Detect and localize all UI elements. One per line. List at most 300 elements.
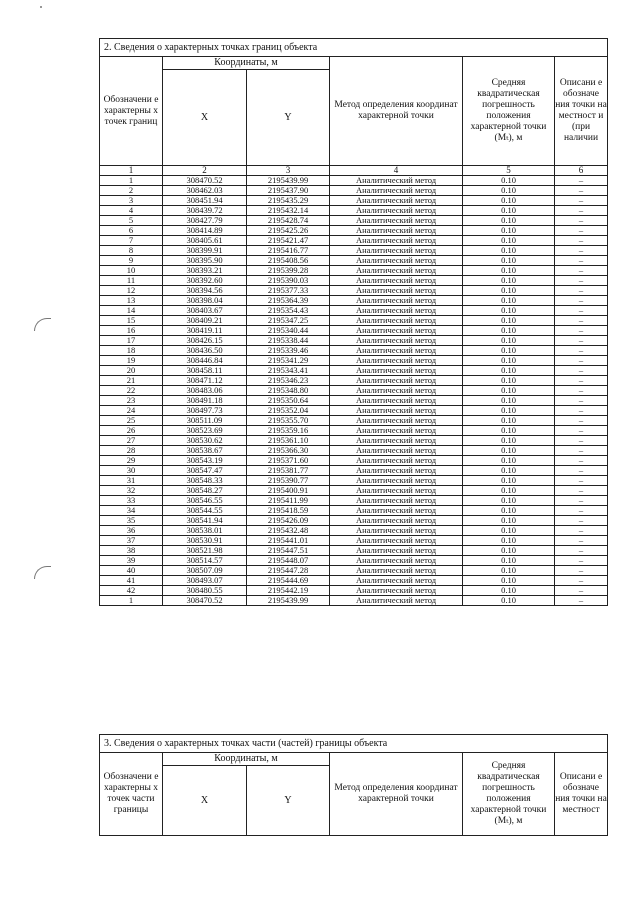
- method-cell: Аналитический метод: [330, 186, 463, 196]
- binder-hole-mark-upper: [34, 318, 51, 331]
- section-2-table: [99, 38, 608, 606]
- column-number: 6: [555, 166, 608, 176]
- coord-x-cell: 308483.06: [163, 386, 247, 396]
- header-y: Y: [247, 766, 330, 836]
- table-row: [100, 436, 608, 446]
- column-number: 3: [247, 166, 330, 176]
- coord-y-cell: 2195447.51: [247, 546, 330, 556]
- coord-y-cell: 2195432.14: [247, 206, 330, 216]
- method-cell: Аналитический метод: [330, 526, 463, 536]
- description-cell: –: [555, 426, 608, 436]
- mean-error-cell: 0.10: [463, 366, 555, 376]
- coord-y-cell: 2195364.39: [247, 296, 330, 306]
- coord-y-cell: 2195439.99: [247, 596, 330, 606]
- description-cell: –: [555, 536, 608, 546]
- point-number-cell: 5: [100, 216, 163, 226]
- point-number-cell: 29: [100, 456, 163, 466]
- mean-error-cell: 0.10: [463, 296, 555, 306]
- description-cell: –: [555, 186, 608, 196]
- method-cell: Аналитический метод: [330, 356, 463, 366]
- table-row: [100, 376, 608, 386]
- mean-error-cell: 0.10: [463, 436, 555, 446]
- coord-x-cell: 308541.94: [163, 516, 247, 526]
- table-row: [100, 196, 608, 206]
- coord-x-cell: 308419.11: [163, 326, 247, 336]
- coord-x-cell: 308543.19: [163, 456, 247, 466]
- mean-error-cell: 0.10: [463, 416, 555, 426]
- point-number-cell: 31: [100, 476, 163, 486]
- table-row: [100, 596, 608, 606]
- coord-x-cell: 308530.62: [163, 436, 247, 446]
- coord-y-cell: 2195348.80: [247, 386, 330, 396]
- point-number-cell: 42: [100, 586, 163, 596]
- description-cell: –: [555, 486, 608, 496]
- coord-x-cell: 308436.50: [163, 346, 247, 356]
- description-cell: –: [555, 526, 608, 536]
- method-cell: Аналитический метод: [330, 576, 463, 586]
- point-number-cell: 36: [100, 526, 163, 536]
- mean-error-cell: 0.10: [463, 426, 555, 436]
- mean-error-cell: 0.10: [463, 226, 555, 236]
- coord-x-cell: 308427.79: [163, 216, 247, 226]
- table-row: [100, 326, 608, 336]
- mean-error-cell: 0.10: [463, 526, 555, 536]
- mean-error-cell: 0.10: [463, 536, 555, 546]
- description-cell: –: [555, 326, 608, 336]
- description-cell: –: [555, 596, 608, 606]
- table-row: [100, 336, 608, 346]
- coord-x-cell: 308395.90: [163, 256, 247, 266]
- table-row: [100, 246, 608, 256]
- coord-x-cell: 308470.52: [163, 176, 247, 186]
- description-cell: –: [555, 346, 608, 356]
- coord-y-cell: 2195377.33: [247, 286, 330, 296]
- method-cell: Аналитический метод: [330, 216, 463, 226]
- description-cell: –: [555, 386, 608, 396]
- coord-x-cell: 308471.12: [163, 376, 247, 386]
- mean-error-cell: 0.10: [463, 216, 555, 226]
- description-cell: –: [555, 296, 608, 306]
- method-cell: Аналитический метод: [330, 396, 463, 406]
- description-cell: –: [555, 416, 608, 426]
- description-cell: –: [555, 276, 608, 286]
- point-number-cell: 33: [100, 496, 163, 506]
- table-row: [100, 426, 608, 436]
- description-cell: –: [555, 206, 608, 216]
- description-cell: –: [555, 356, 608, 366]
- method-cell: Аналитический метод: [330, 566, 463, 576]
- coord-x-cell: 308392.60: [163, 276, 247, 286]
- point-number-cell: 21: [100, 376, 163, 386]
- mean-error-cell: 0.10: [463, 356, 555, 366]
- point-number-cell: 22: [100, 386, 163, 396]
- coord-y-cell: 2195354.43: [247, 306, 330, 316]
- table-row: [100, 386, 608, 396]
- coord-x-cell: 308405.61: [163, 236, 247, 246]
- coord-y-cell: 2195343.41: [247, 366, 330, 376]
- description-cell: –: [555, 456, 608, 466]
- header-x: X: [163, 70, 247, 166]
- point-number-cell: 24: [100, 406, 163, 416]
- coord-y-cell: 2195426.09: [247, 516, 330, 526]
- coord-x-cell: 308538.67: [163, 446, 247, 456]
- table-row: [100, 466, 608, 476]
- method-cell: Аналитический метод: [330, 476, 463, 486]
- table-row: [100, 306, 608, 316]
- method-cell: Аналитический метод: [330, 426, 463, 436]
- coord-y-cell: 2195339.46: [247, 346, 330, 356]
- method-cell: Аналитический метод: [330, 246, 463, 256]
- method-cell: Аналитический метод: [330, 556, 463, 566]
- table-row: [100, 186, 608, 196]
- description-cell: –: [555, 256, 608, 266]
- coord-y-cell: 2195444.69: [247, 576, 330, 586]
- header-mean-error: Средняя квадратическая погрешность положения характерной точки (Mₜ), м: [463, 57, 555, 166]
- mean-error-cell: 0.10: [463, 236, 555, 246]
- coord-x-cell: 308493.07: [163, 576, 247, 586]
- coord-y-cell: 2195340.44: [247, 326, 330, 336]
- description-cell: –: [555, 286, 608, 296]
- coord-x-cell: 308530.91: [163, 536, 247, 546]
- table-row: [100, 526, 608, 536]
- table-row: [100, 406, 608, 416]
- description-cell: –: [555, 576, 608, 586]
- mean-error-cell: 0.10: [463, 486, 555, 496]
- point-number-cell: 2: [100, 186, 163, 196]
- coord-y-cell: 2195418.59: [247, 506, 330, 516]
- coord-x-cell: 308409.21: [163, 316, 247, 326]
- method-cell: Аналитический метод: [330, 416, 463, 426]
- mean-error-cell: 0.10: [463, 456, 555, 466]
- mean-error-cell: 0.10: [463, 596, 555, 606]
- description-cell: –: [555, 226, 608, 236]
- point-number-cell: 1: [100, 596, 163, 606]
- description-cell: –: [555, 446, 608, 456]
- description-cell: –: [555, 436, 608, 446]
- point-number-cell: 32: [100, 486, 163, 496]
- coord-x-cell: 308398.04: [163, 296, 247, 306]
- point-number-cell: 30: [100, 466, 163, 476]
- description-cell: –: [555, 466, 608, 476]
- point-number-cell: 14: [100, 306, 163, 316]
- mean-error-cell: 0.10: [463, 256, 555, 266]
- coord-y-cell: 2195448.07: [247, 556, 330, 566]
- method-cell: Аналитический метод: [330, 226, 463, 236]
- table-row: [100, 356, 608, 366]
- method-cell: Аналитический метод: [330, 466, 463, 476]
- header-point-label: Обозначени е характерны х точек части границы: [100, 753, 163, 836]
- coord-x-cell: 308426.15: [163, 336, 247, 346]
- header-coordinates: Координаты, м: [163, 753, 330, 766]
- coord-y-cell: 2195338.44: [247, 336, 330, 346]
- point-number-cell: 11: [100, 276, 163, 286]
- method-cell: Аналитический метод: [330, 406, 463, 416]
- description-cell: –: [555, 366, 608, 376]
- point-number-cell: 25: [100, 416, 163, 426]
- coord-y-cell: 2195381.77: [247, 466, 330, 476]
- table-row: [100, 586, 608, 596]
- description-cell: –: [555, 586, 608, 596]
- table-row: [100, 576, 608, 586]
- description-cell: –: [555, 476, 608, 486]
- method-cell: Аналитический метод: [330, 436, 463, 446]
- mean-error-cell: 0.10: [463, 516, 555, 526]
- table-row: [100, 286, 608, 296]
- column-number: 2: [163, 166, 247, 176]
- table-row: [100, 396, 608, 406]
- description-cell: –: [555, 336, 608, 346]
- point-number-cell: 39: [100, 556, 163, 566]
- description-cell: –: [555, 406, 608, 416]
- mean-error-cell: 0.10: [463, 286, 555, 296]
- point-number-cell: 8: [100, 246, 163, 256]
- column-number: 5: [463, 166, 555, 176]
- method-cell: Аналитический метод: [330, 516, 463, 526]
- coord-y-cell: 2195447.28: [247, 566, 330, 576]
- method-cell: Аналитический метод: [330, 456, 463, 466]
- mean-error-cell: 0.10: [463, 246, 555, 256]
- method-cell: Аналитический метод: [330, 376, 463, 386]
- coord-y-cell: 2195346.23: [247, 376, 330, 386]
- mean-error-cell: 0.10: [463, 336, 555, 346]
- binder-hole-mark-lower: [34, 566, 51, 579]
- point-number-cell: 3: [100, 196, 163, 206]
- coord-x-cell: 308523.69: [163, 426, 247, 436]
- point-number-cell: 35: [100, 516, 163, 526]
- table-row: [100, 346, 608, 356]
- method-cell: Аналитический метод: [330, 336, 463, 346]
- header-description: Описани е обозначе ния точки на местност: [555, 753, 608, 836]
- header-coordinates: Координаты, м: [163, 57, 330, 70]
- coord-y-cell: 2195355.70: [247, 416, 330, 426]
- coord-x-cell: 308548.33: [163, 476, 247, 486]
- method-cell: Аналитический метод: [330, 266, 463, 276]
- table-row: [100, 256, 608, 266]
- table-row: [100, 456, 608, 466]
- method-cell: Аналитический метод: [330, 256, 463, 266]
- section-3-table: [99, 734, 608, 836]
- mean-error-cell: 0.10: [463, 496, 555, 506]
- table-row: [100, 516, 608, 526]
- table-row: [100, 276, 608, 286]
- mean-error-cell: 0.10: [463, 586, 555, 596]
- coord-y-cell: 2195425.26: [247, 226, 330, 236]
- mean-error-cell: 0.10: [463, 576, 555, 586]
- mean-error-cell: 0.10: [463, 376, 555, 386]
- mean-error-cell: 0.10: [463, 546, 555, 556]
- coord-x-cell: 308462.03: [163, 186, 247, 196]
- coord-y-cell: 2195411.99: [247, 496, 330, 506]
- table-row: [100, 236, 608, 246]
- point-number-cell: 34: [100, 506, 163, 516]
- mean-error-cell: 0.10: [463, 316, 555, 326]
- mean-error-cell: 0.10: [463, 196, 555, 206]
- mean-error-cell: 0.10: [463, 476, 555, 486]
- mean-error-cell: 0.10: [463, 406, 555, 416]
- table-row: [100, 366, 608, 376]
- mean-error-cell: 0.10: [463, 176, 555, 186]
- coord-y-cell: 2195341.29: [247, 356, 330, 366]
- description-cell: –: [555, 516, 608, 526]
- point-number-cell: 20: [100, 366, 163, 376]
- coord-x-cell: 308403.67: [163, 306, 247, 316]
- coord-x-cell: 308546.55: [163, 496, 247, 506]
- description-cell: –: [555, 556, 608, 566]
- description-cell: –: [555, 306, 608, 316]
- point-number-cell: 16: [100, 326, 163, 336]
- coord-x-cell: 308538.01: [163, 526, 247, 536]
- point-number-cell: 41: [100, 576, 163, 586]
- mean-error-cell: 0.10: [463, 276, 555, 286]
- point-number-cell: 6: [100, 226, 163, 236]
- method-cell: Аналитический метод: [330, 366, 463, 376]
- coord-x-cell: 308497.73: [163, 406, 247, 416]
- coord-x-cell: 308446.84: [163, 356, 247, 366]
- coord-x-cell: 308399.91: [163, 246, 247, 256]
- description-cell: –: [555, 176, 608, 186]
- coord-x-cell: 308491.18: [163, 396, 247, 406]
- coord-y-cell: 2195371.60: [247, 456, 330, 466]
- method-cell: Аналитический метод: [330, 316, 463, 326]
- method-cell: Аналитический метод: [330, 236, 463, 246]
- point-number-cell: 13: [100, 296, 163, 306]
- coord-x-cell: 308507.09: [163, 566, 247, 576]
- coord-x-cell: 308521.98: [163, 546, 247, 556]
- mean-error-cell: 0.10: [463, 396, 555, 406]
- coord-y-cell: 2195421.47: [247, 236, 330, 246]
- method-cell: Аналитический метод: [330, 306, 463, 316]
- coord-y-cell: 2195432.48: [247, 526, 330, 536]
- mean-error-cell: 0.10: [463, 326, 555, 336]
- method-cell: Аналитический метод: [330, 206, 463, 216]
- header-point-label: Обозначени е характерны х точек границ: [100, 57, 163, 166]
- coord-x-cell: 308511.09: [163, 416, 247, 426]
- point-number-cell: 23: [100, 396, 163, 406]
- method-cell: Аналитический метод: [330, 586, 463, 596]
- table-row: [100, 556, 608, 566]
- method-cell: Аналитический метод: [330, 446, 463, 456]
- coord-y-cell: 2195435.29: [247, 196, 330, 206]
- description-cell: –: [555, 196, 608, 206]
- description-cell: –: [555, 546, 608, 556]
- point-number-cell: 7: [100, 236, 163, 246]
- coord-x-cell: 308548.27: [163, 486, 247, 496]
- header-mean-error: Средняя квадратическая погрешность положения характерной точки (Mₜ), м: [463, 753, 555, 836]
- header-description: Описани е обозначе ния точки на местност и (при наличии: [555, 57, 608, 166]
- method-cell: Аналитический метод: [330, 196, 463, 206]
- coord-x-cell: 308451.94: [163, 196, 247, 206]
- table-row: [100, 486, 608, 496]
- description-cell: –: [555, 236, 608, 246]
- table-row: [100, 446, 608, 456]
- point-number-cell: 4: [100, 206, 163, 216]
- header-method: Метод определения координат характерной точки: [330, 57, 463, 166]
- description-cell: –: [555, 246, 608, 256]
- header-method: Метод определения координат характерной точки: [330, 753, 463, 836]
- coord-y-cell: 2195408.56: [247, 256, 330, 266]
- description-cell: –: [555, 266, 608, 276]
- point-number-cell: 12: [100, 286, 163, 296]
- table-row: [100, 416, 608, 426]
- table-row: [100, 296, 608, 306]
- method-cell: Аналитический метод: [330, 346, 463, 356]
- point-number-cell: 15: [100, 316, 163, 326]
- method-cell: Аналитический метод: [330, 276, 463, 286]
- scan-speck: [40, 6, 42, 8]
- point-number-cell: 37: [100, 536, 163, 546]
- coord-y-cell: 2195361.10: [247, 436, 330, 446]
- coord-y-cell: 2195428.74: [247, 216, 330, 226]
- coord-x-cell: 308414.89: [163, 226, 247, 236]
- mean-error-cell: 0.10: [463, 566, 555, 576]
- coord-y-cell: 2195437.90: [247, 186, 330, 196]
- point-number-cell: 18: [100, 346, 163, 356]
- method-cell: Аналитический метод: [330, 296, 463, 306]
- mean-error-cell: 0.10: [463, 306, 555, 316]
- point-number-cell: 9: [100, 256, 163, 266]
- coord-y-cell: 2195352.04: [247, 406, 330, 416]
- coord-x-cell: 308458.11: [163, 366, 247, 376]
- method-cell: Аналитический метод: [330, 286, 463, 296]
- mean-error-cell: 0.10: [463, 206, 555, 216]
- mean-error-cell: 0.10: [463, 466, 555, 476]
- method-cell: Аналитический метод: [330, 176, 463, 186]
- description-cell: –: [555, 496, 608, 506]
- point-number-cell: 26: [100, 426, 163, 436]
- coord-y-cell: 2195400.91: [247, 486, 330, 496]
- method-cell: Аналитический метод: [330, 496, 463, 506]
- section-2-title: 2. Сведения о характерных точках границ объекта: [100, 39, 608, 57]
- column-number: 4: [330, 166, 463, 176]
- coord-y-cell: 2195441.01: [247, 536, 330, 546]
- point-number-cell: 40: [100, 566, 163, 576]
- section-3-title: 3. Сведения о характерных точках части (частей) границы объекта: [100, 735, 608, 753]
- description-cell: –: [555, 216, 608, 226]
- table-row: [100, 266, 608, 276]
- table-row: [100, 316, 608, 326]
- header-x: X: [163, 766, 247, 836]
- coord-y-cell: 2195359.16: [247, 426, 330, 436]
- coord-y-cell: 2195347.25: [247, 316, 330, 326]
- header-y: Y: [247, 70, 330, 166]
- mean-error-cell: 0.10: [463, 556, 555, 566]
- description-cell: –: [555, 316, 608, 326]
- table-row: [100, 506, 608, 516]
- point-number-cell: 1: [100, 176, 163, 186]
- description-cell: –: [555, 396, 608, 406]
- table-row: [100, 566, 608, 576]
- method-cell: Аналитический метод: [330, 536, 463, 546]
- description-cell: –: [555, 566, 608, 576]
- coord-x-cell: 308394.56: [163, 286, 247, 296]
- table-row: [100, 216, 608, 226]
- method-cell: Аналитический метод: [330, 326, 463, 336]
- mean-error-cell: 0.10: [463, 346, 555, 356]
- point-number-cell: 17: [100, 336, 163, 346]
- table-row: [100, 476, 608, 486]
- table-row: [100, 206, 608, 216]
- method-cell: Аналитический метод: [330, 386, 463, 396]
- coord-y-cell: 2195390.03: [247, 276, 330, 286]
- description-cell: –: [555, 506, 608, 516]
- table-row: [100, 536, 608, 546]
- coord-y-cell: 2195399.28: [247, 266, 330, 276]
- coord-x-cell: 308547.47: [163, 466, 247, 476]
- method-cell: Аналитический метод: [330, 506, 463, 516]
- coord-x-cell: 308470.52: [163, 596, 247, 606]
- coord-x-cell: 308480.55: [163, 586, 247, 596]
- mean-error-cell: 0.10: [463, 386, 555, 396]
